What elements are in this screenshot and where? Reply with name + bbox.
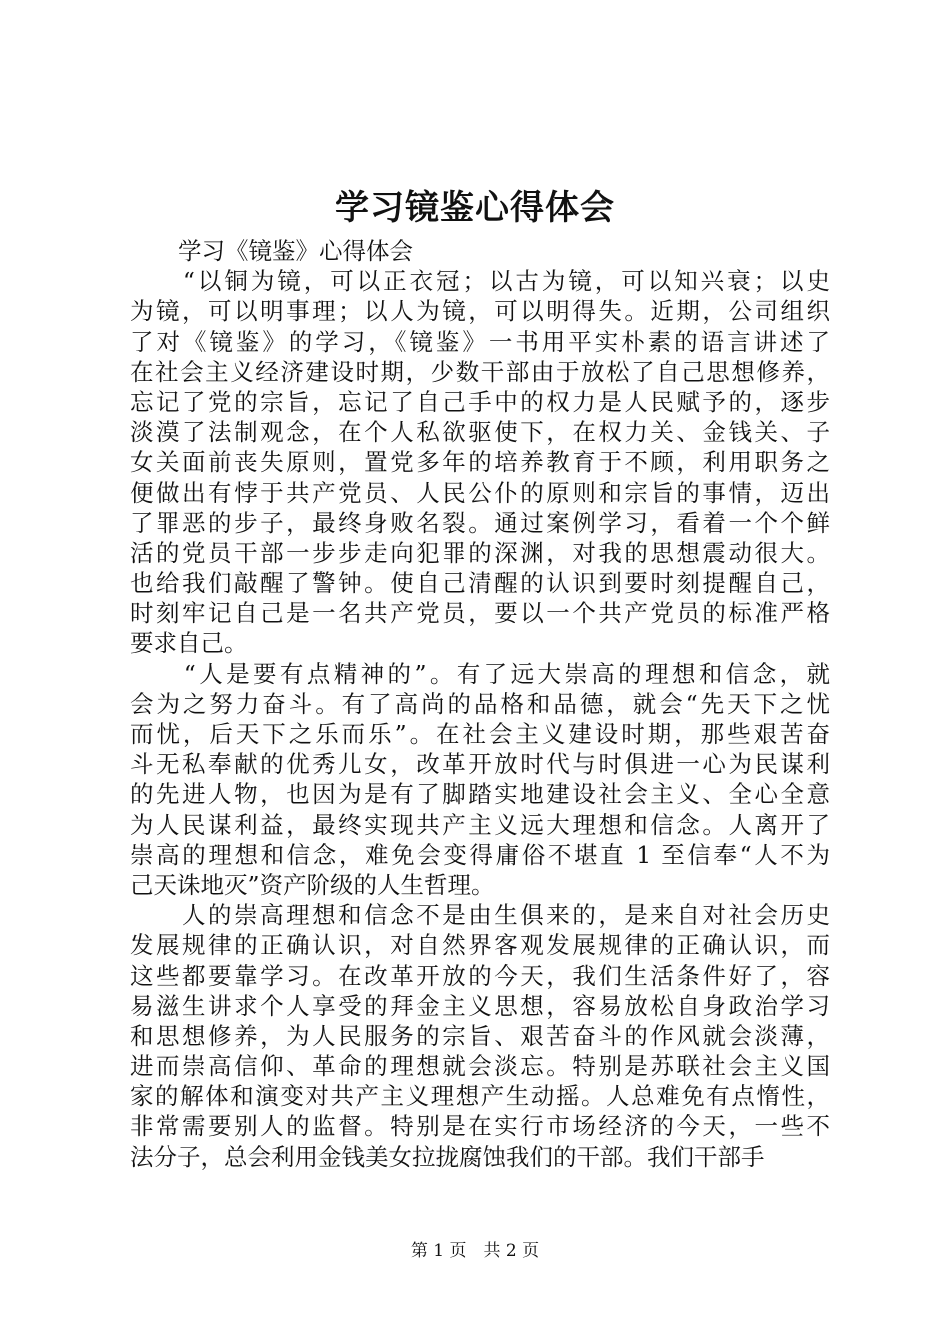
paragraph-line: 这些都要靠学习。在改革开放的今天，我们生活条件好了，容 [130, 961, 830, 990]
paragraph-line: 进而崇高信仰、革命的理想就会淡忘。特别是苏联社会主义国 [130, 1052, 830, 1081]
paragraph-line: 和思想修养，为人民服务的宗旨、艰苦奋斗的作风就会淡薄， [130, 1021, 830, 1050]
paragraph-line: 会为之努力奋斗。有了高尚的品格和品德，就会“先天下之忧 [130, 689, 830, 718]
paragraph-line: 发展规律的正确认识，对自然界客观发展规律的正确认识，而 [130, 931, 830, 960]
paragraph-list [130, 266, 830, 1172]
paragraph-line: 在社会主义经济建设时期，少数干部由于放松了自己思想修养， [130, 357, 830, 386]
paragraph-line: 要求自己。 [130, 629, 248, 658]
paragraph [130, 900, 830, 1172]
paragraph-line: 为人民谋利益，最终实现共产主义远大理想和信念。人离开了 [130, 810, 830, 839]
paragraph-line: 己天诛地灭”资产阶级的人生哲理。 [130, 870, 495, 899]
paragraph-line: 的先进人物，也因为是有了脚踏实地建设社会主义、全心全意 [130, 780, 830, 809]
paragraph-line: 家的解体和演变对共产主义理想产生动摇。人总难免有点惰性， [130, 1082, 830, 1111]
paragraph-line: 人的崇高理想和信念不是由生俱来的，是来自对社会历史 [130, 901, 830, 930]
document-body [130, 236, 830, 1172]
document-subtitle: 学习《镜鉴》心得体会 [178, 237, 413, 265]
page-footer: 第 1 页 共 2 页 [410, 1241, 540, 1261]
paragraph-line: 也给我们敲醒了警钟。使自己清醒的认识到要时刻提醒自己， [130, 569, 830, 598]
paragraph-line: 为镜，可以明事理；以人为镜，可以明得失。近期，公司组织 [130, 297, 830, 326]
paragraph [130, 659, 830, 901]
paragraph-line: 了对《镜鉴》的学习，《镜鉴》一书用平实朴素的语言讲述了 [130, 327, 830, 356]
paragraph-line: 崇高的理想和信念，难免会变得庸俗不堪直 1 至信奉“人不为 [130, 840, 830, 869]
paragraph-line: 斗无私奉献的优秀儿女，改革开放时代与时俱进一心为民谋利 [130, 750, 830, 779]
paragraph-line: “人是要有点精神的”。有了远大崇高的理想和信念，就 [130, 659, 830, 688]
paragraph [130, 266, 830, 658]
paragraph-line: 女关面前丧失原则，置党多年的培养教育于不顾，利用职务之 [130, 448, 830, 477]
paragraph-line: “以铜为镜，可以正衣冠；以古为镜，可以知兴衰；以史 [130, 267, 830, 296]
document-title: 学习镜鉴心得体会 [335, 188, 615, 228]
paragraph-line: 淡漠了法制观念，在个人私欲驱使下，在权力关、金钱关、子 [130, 418, 830, 447]
paragraph-line: 忘记了党的宗旨，忘记了自己手中的权力是人民赋予的，逐步 [130, 387, 830, 416]
paragraph-line: 了罪恶的步子，最终身败名裂。通过案例学习，看着一个个鲜 [130, 508, 830, 537]
paragraph-line: 非常需要别人的监督。特别是在实行市场经济的今天，一些不 [130, 1112, 830, 1141]
paragraph-line: 法分子，总会利用金钱美女拉拢腐蚀我们的干部。我们干部手 [130, 1142, 765, 1171]
paragraph-line: 时刻牢记自己是一名共产党员，要以一个共产党员的标准严格 [130, 599, 830, 628]
paragraph-line: 便做出有悖于共产党员、人民公仆的原则和宗旨的事情，迈出 [130, 478, 830, 507]
paragraph-line: 而忧，后天下之乐而乐”。在社会主义建设时期，那些艰苦奋 [130, 720, 830, 748]
paragraph-line: 活的党员干部一步步走向犯罪的深渊，对我的思想震动很大。 [130, 538, 830, 567]
paragraph-line: 易滋生讲求个人享受的拜金主义思想，容易放松自身政治学习 [130, 991, 830, 1020]
